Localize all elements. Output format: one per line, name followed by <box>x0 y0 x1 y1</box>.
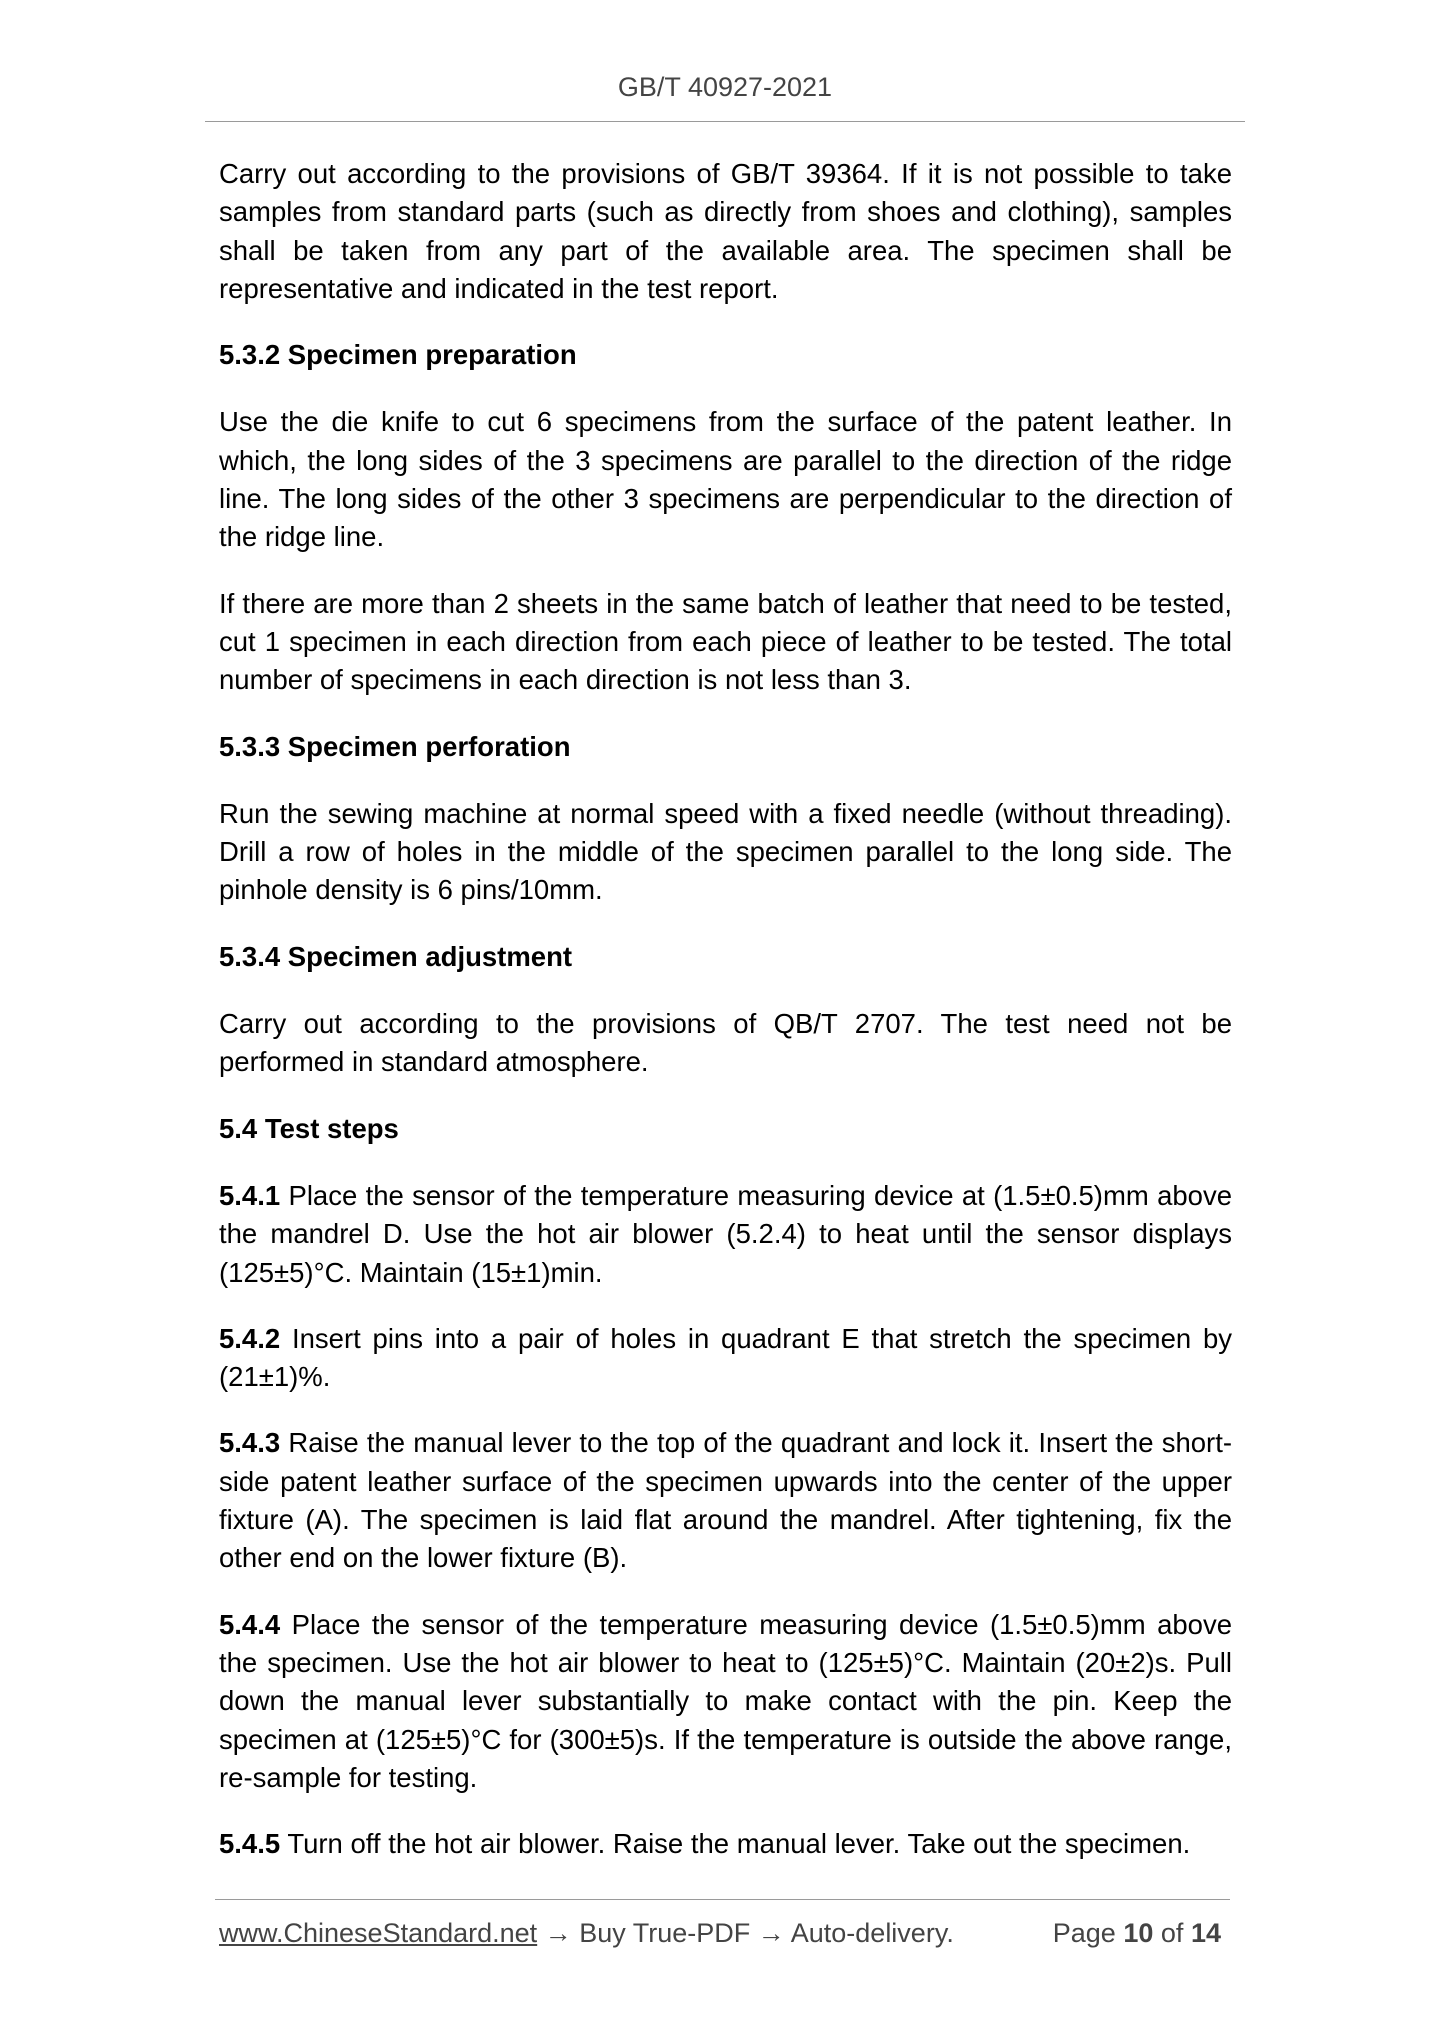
header-divider <box>205 121 1245 122</box>
paragraph-batch-specimens: If there are more than 2 sheets in the same batch of leather that need to be tested, cut 1 specimen in each direction from each piece of leather to be tested. The total number of specimens in each direction is not less than 3. <box>219 587 1232 696</box>
step-number: 5.4.3 <box>219 1427 281 1459</box>
step-number: 5.4.2 <box>219 1322 281 1354</box>
page-number <box>1053 1918 1221 1949</box>
heading-specimen-adjustment: 5.3.4 Specimen adjustment <box>219 940 573 972</box>
of-word: of <box>1160 1918 1184 1948</box>
paragraph-perforation: Run the sewing machine at normal speed with a fixed needle (without threading). Drill a row of holes in the middle of the specimen parallel to the long side. The pinhole density is 6 pins/10mm. <box>219 797 1232 906</box>
step-text: Place the sensor of the temperature measuring device (1.5±0.5)mm above the specimen. Use the hot air blower to heat to (125±5)°C. Maintain (20±2)s. Pull down the manual lever substantially to make contact with the pin. Keep the specimen at (125±5)°C for (300±5)s. If the temperature is outside the above range, re-sample for testing. <box>219 1608 1232 1793</box>
step-number: 5.4.4 <box>219 1608 281 1640</box>
step-5-4-4 <box>219 1606 1232 1797</box>
step-5-4-3 <box>219 1424 1232 1577</box>
step-5-4-2 <box>219 1320 1232 1397</box>
footer-divider <box>215 1899 1230 1900</box>
step-5-4-5 <box>219 1825 1232 1863</box>
step-number: 5.4.1 <box>219 1179 281 1211</box>
footer-promo-text: → Buy True-PDF → Auto-delivery. <box>537 1918 954 1948</box>
heading-specimen-preparation: 5.3.2 Specimen preparation <box>219 339 577 371</box>
heading-test-steps: 5.4 Test steps <box>219 1112 399 1144</box>
page-footer <box>219 1918 1229 1949</box>
paragraph-adjustment: Carry out according to the provisions of QB/T 2707. The test need not be performed in standard atmosphere. <box>219 1008 1232 1078</box>
page-current: 10 <box>1123 1918 1154 1948</box>
step-text: Turn off the hot air blower. Raise the manual lever. Take out the specimen. <box>287 1828 1191 1860</box>
step-text: Place the sensor of the temperature measuring device at (1.5±0.5)mm above the mandrel D. Use the hot air blower (5.2.4) to heat until the sensor displays (125±5)°C. Maintain (15±1)min. <box>219 1179 1233 1288</box>
page-total: 14 <box>1190 1918 1221 1948</box>
page-word: Page <box>1052 1918 1116 1948</box>
step-text: Raise the manual lever to the top of the quadrant and lock it. Insert the short-side patent leather surface of the specimen upwards into the center of the upper fixture (A). The specimen is laid flat around the mandrel. After tightening, fix the other end on the lower fixture (B). <box>219 1427 1232 1574</box>
document-body <box>219 155 1232 1891</box>
paragraph-sampling: Carry out according to the provisions of GB/T 39364. If it is not possible to take samples from standard parts (such as directly from shoes and clothing), samples shall be taken from any part of the available area. The specimen shall be representative and indicated in the test report. <box>219 158 1232 304</box>
step-text: Insert pins into a pair of holes in quadrant E that stretch the specimen by (21±1)%. <box>219 1322 1233 1393</box>
site-link[interactable]: www.ChineseStandard.net <box>219 1918 538 1948</box>
step-number: 5.4.5 <box>219 1828 281 1860</box>
step-5-4-1 <box>219 1177 1232 1292</box>
paragraph-specimen-cutting: Use the die knife to cut 6 specimens from the surface of the patent leather. In which, the long sides of the 3 specimens are parallel to the direction of the ridge line. The long sides of the other 3 specimens are perpendicular to the direction of the ridge line. <box>219 406 1232 553</box>
page-header: GB/T 40927-2021 <box>617 72 833 102</box>
heading-specimen-perforation: 5.3.3 Specimen perforation <box>219 730 571 762</box>
